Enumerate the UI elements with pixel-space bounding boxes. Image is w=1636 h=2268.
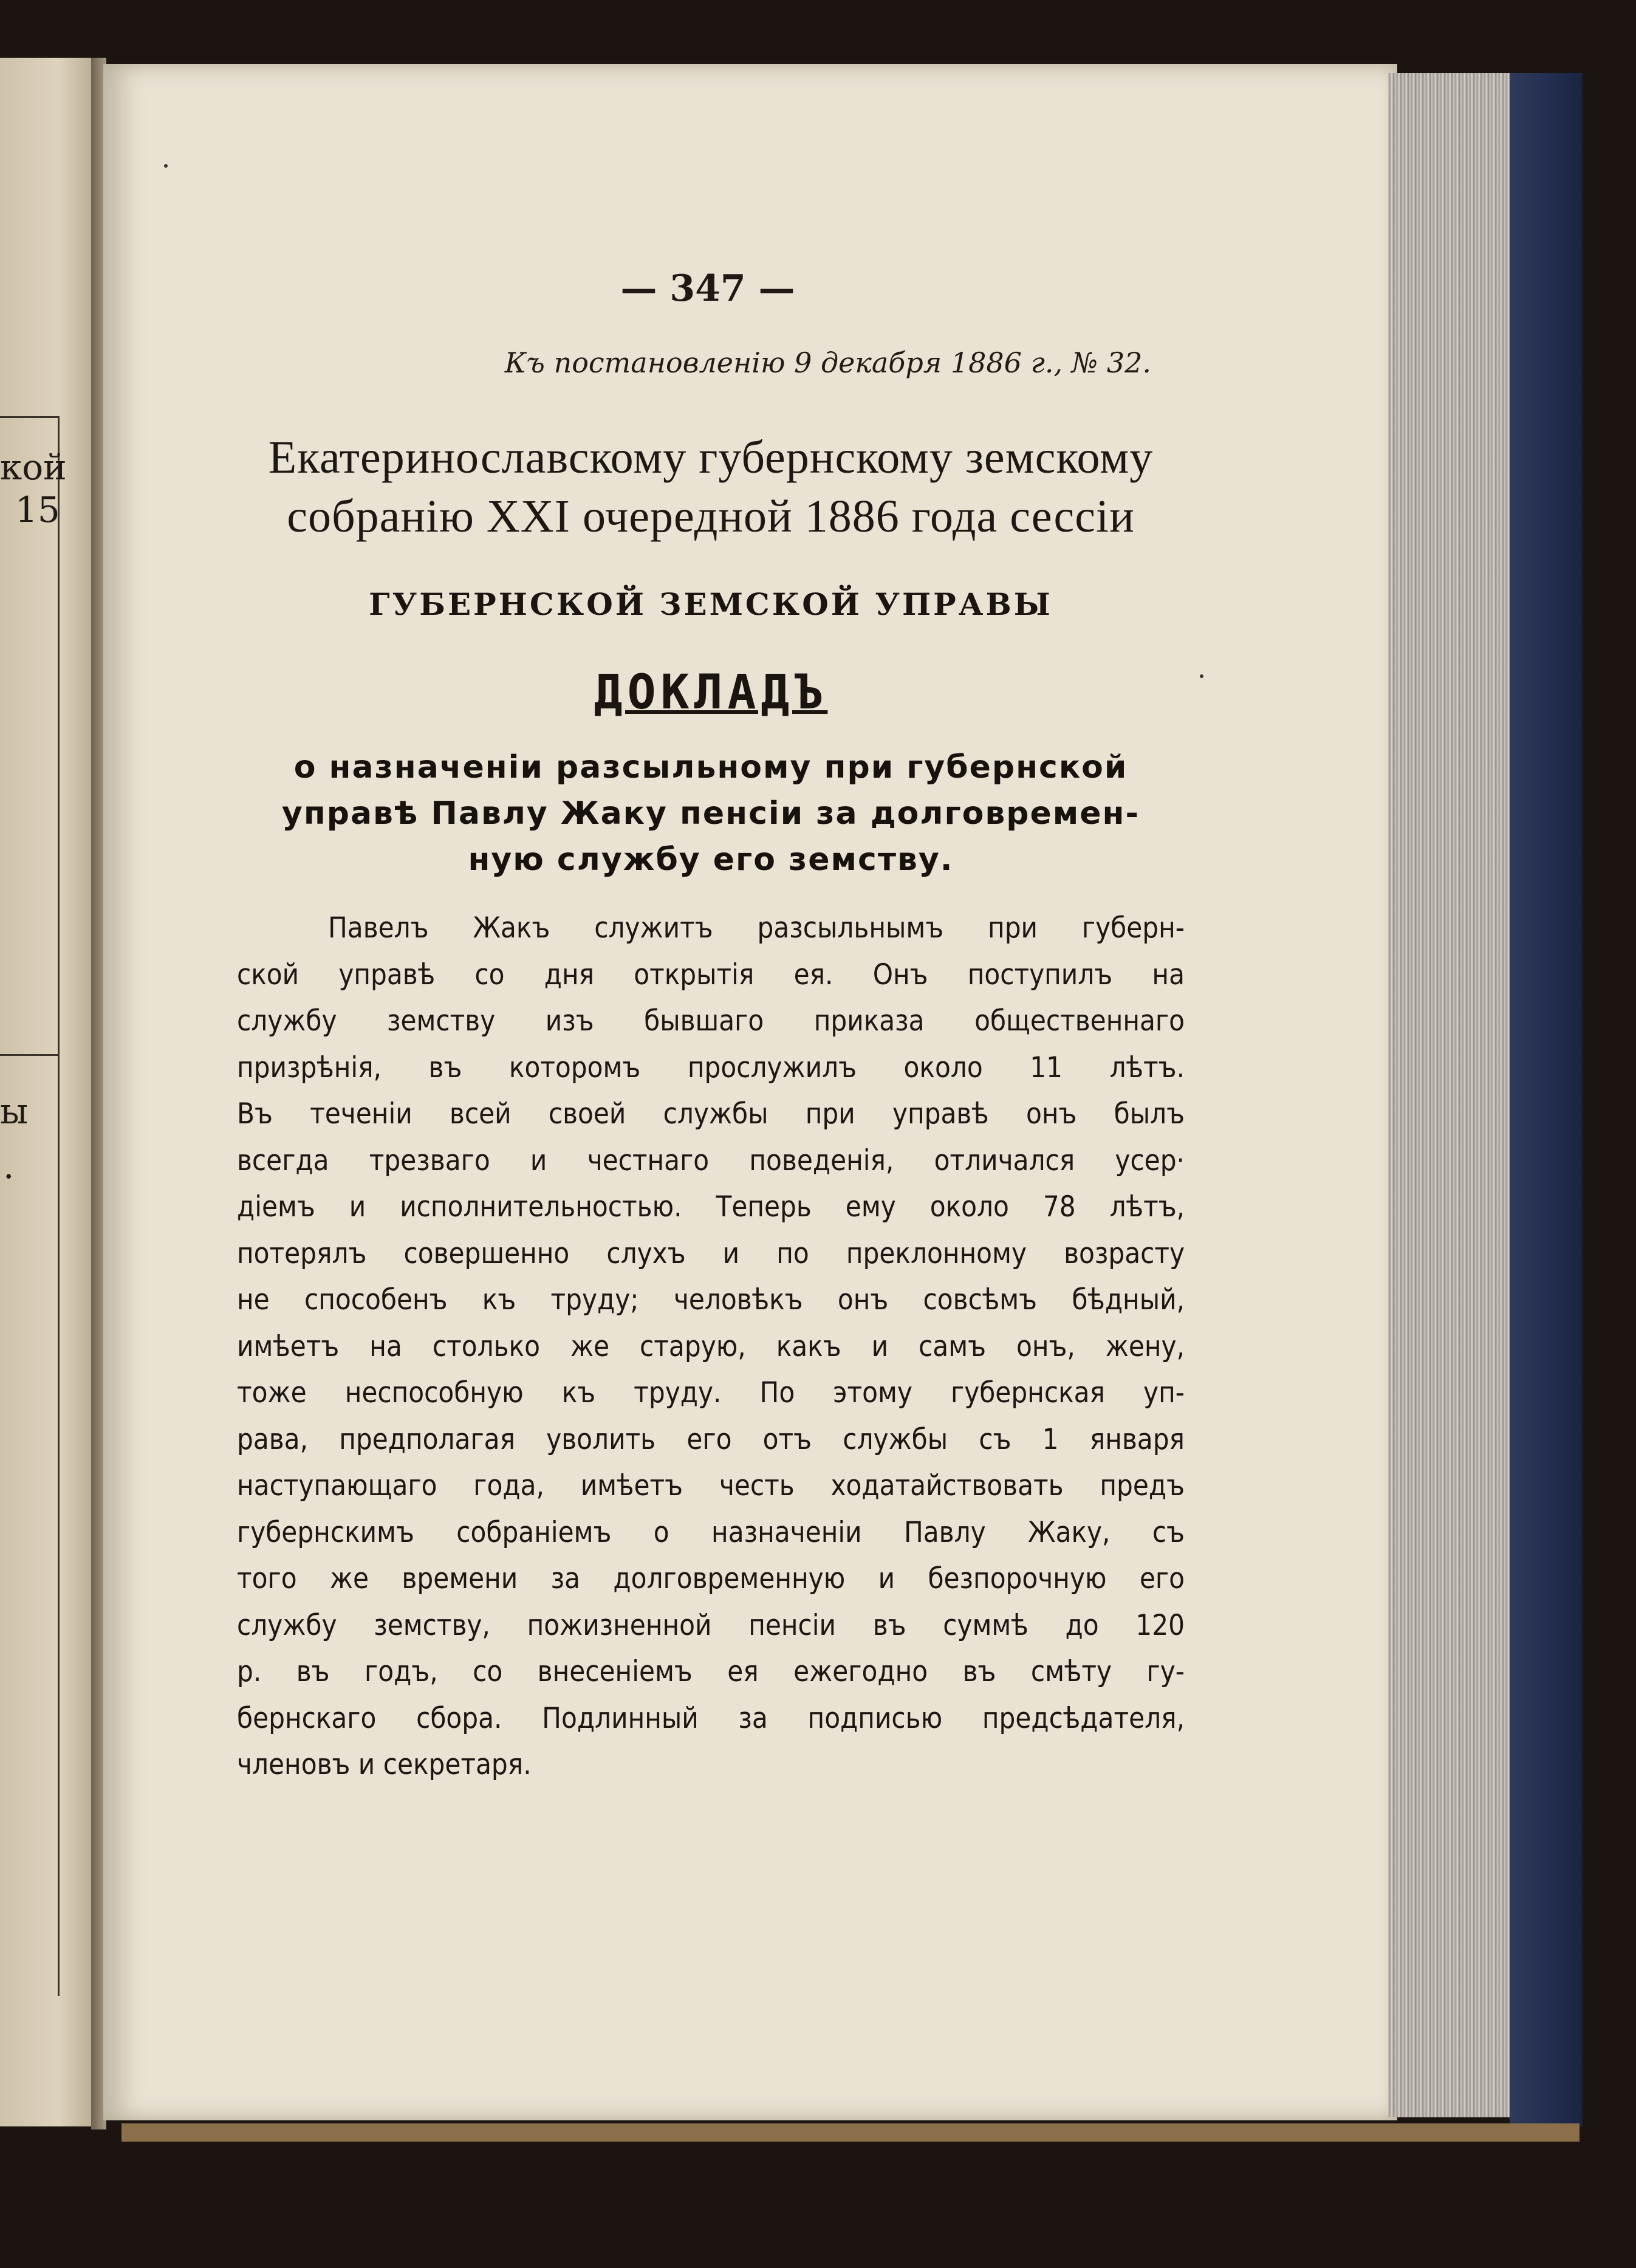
- body-line: не способенъ къ труду; человѣкъ онъ совсѣмъ бѣдный,: [237, 1283, 1185, 1317]
- body-line: Въ теченіи всей своей службы при управѣ онъ былъ: [237, 1097, 1185, 1131]
- body-line: рава, предполагая уволить его отъ службы съ 1 января: [237, 1422, 1185, 1456]
- body-line: всегда трезваго и честнаго поведенія, отличался усер·: [237, 1143, 1185, 1177]
- addressee-heading: [237, 428, 1185, 546]
- body-line: бернскаго сбора. Подлинный за подписью предсѣдателя,: [237, 1701, 1185, 1735]
- left-page-edge: [0, 58, 97, 2126]
- body-line: призрѣнія, въ которомъ прослужилъ около 11 лѣтъ.: [237, 1050, 1185, 1084]
- body-line: Павелъ Жакъ служитъ разсыльнымъ при губерн-: [328, 911, 1185, 945]
- table-rule: [0, 416, 60, 418]
- resolution-reference: Къ постановленію 9 декабря 1886 г., № 32.: [504, 346, 1151, 379]
- left-page-fragment: ы: [0, 1091, 29, 1132]
- subject-line: ную службу его земству.: [468, 841, 954, 878]
- body-line: р. въ годъ, со внесеніемъ ея ежегодно въ смѣту гу-: [237, 1655, 1185, 1688]
- body-line: наступающаго года, имѣетъ честь ходатайствовать предъ: [237, 1469, 1185, 1502]
- body-line: ской управѣ со дня открытія ея. Онъ поступилъ на: [237, 958, 1185, 992]
- page-number: — 347 —: [620, 267, 795, 310]
- document-type-title: ДОКЛАДЪ: [594, 665, 828, 720]
- table-rule: [0, 1054, 60, 1056]
- addressee-line: Екатеринославскому губернскому земскому: [268, 432, 1154, 483]
- body-line: имѣетъ на столько же старую, какъ и самъ онъ, жену,: [237, 1329, 1185, 1363]
- body-line: службу земству, пожизненной пенсіи въ суммѣ до 120: [237, 1608, 1185, 1642]
- book-cover: [1510, 73, 1583, 2126]
- body-line: діемъ и исполнительностью. Теперь ему около 78 лѣтъ,: [237, 1190, 1185, 1224]
- table-rule: [58, 416, 60, 1996]
- body-line: службу земству изъ бывшаго приказа общественнаго: [237, 1004, 1185, 1038]
- issuing-body: ГУБЕРНСКОЙ ЗЕМСКОЙ УПРАВЫ: [369, 586, 1053, 622]
- page-edges: [1388, 73, 1513, 2117]
- subject-line: о назначеніи разсыльному при губернской: [293, 749, 1128, 786]
- body-line: того же времени за долговременную и безпорочную его: [237, 1562, 1185, 1595]
- left-page-fragment: 15: [15, 489, 60, 530]
- left-page-fragment: кой: [0, 447, 67, 488]
- paper-speck: [164, 164, 168, 168]
- body-line: членовъ и секретаря.: [237, 1748, 532, 1781]
- paper-speck: [1200, 674, 1203, 678]
- left-page-fragment: .: [3, 1145, 15, 1187]
- book-cover-bottom: [122, 2123, 1580, 2142]
- body-line: губернскимъ собраніемъ о назначеніи Павлу Жаку, съ: [237, 1515, 1185, 1549]
- body-line: тоже неспособную къ труду. По этому губернская уп-: [237, 1376, 1185, 1410]
- report-subject: [237, 744, 1185, 883]
- report-body: [237, 905, 1185, 1789]
- body-line: потерялъ совершенно слухъ и по преклонному возрасту: [237, 1236, 1185, 1270]
- subject-line: управѣ Павлу Жаку пенсіи за долговремен-: [281, 795, 1140, 832]
- addressee-line: собранію XXI очередной 1886 года сессіи: [287, 491, 1135, 542]
